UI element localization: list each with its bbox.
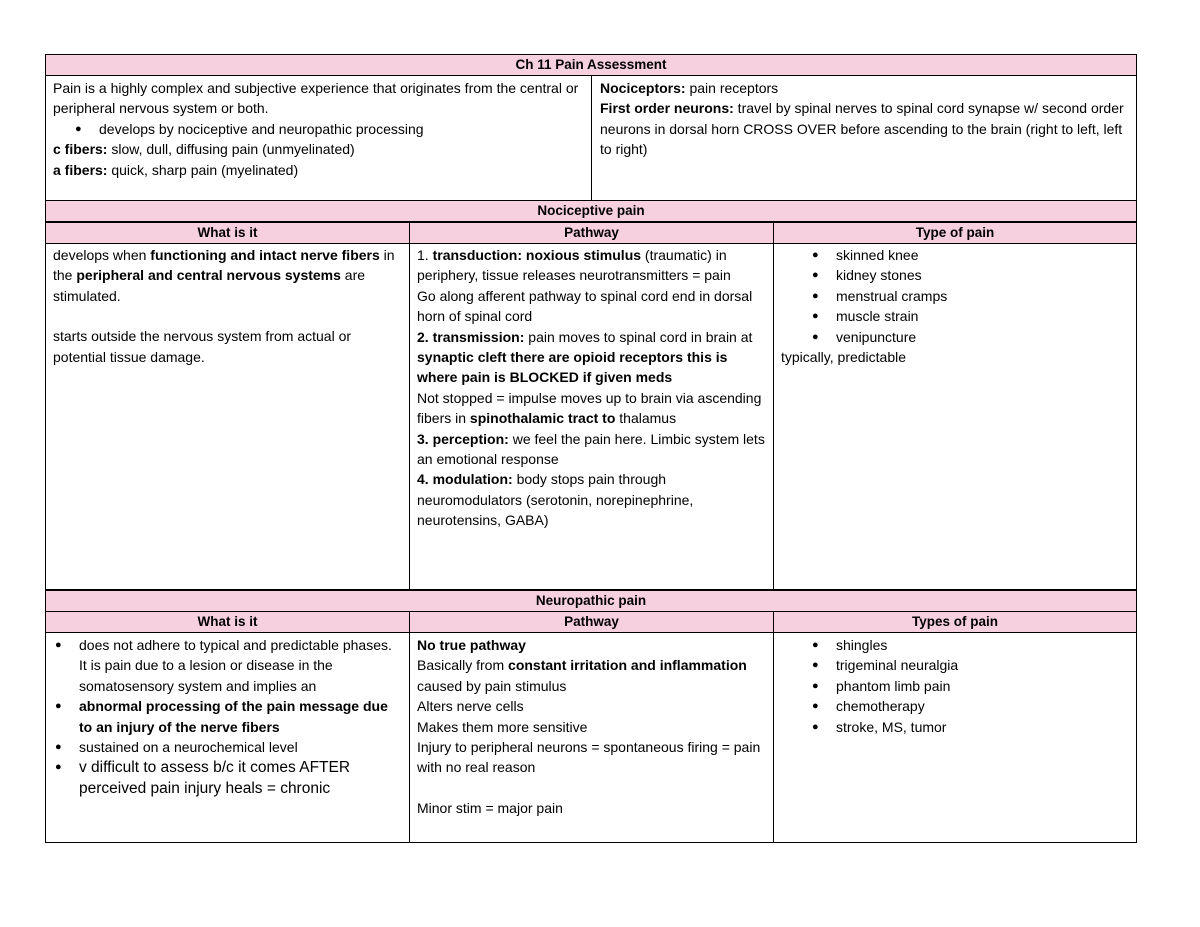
step-modulation: [417, 469, 765, 530]
column-header: Pathway: [564, 614, 619, 629]
list-item: ● v difficult to assess b/c it comes AFTER perceived pain injury heals = chronic: [51, 757, 401, 799]
intro-right-cell: [592, 76, 1137, 162]
list-item: ● skinned knee: [808, 245, 1129, 265]
nociceptive-col-what: [45, 222, 410, 244]
nociceptors-label: Nociceptors:: [600, 80, 686, 96]
neuropathic-title-text: Neuropathic pain: [535, 593, 647, 608]
step-text: body stops pain through neuromodulators (serotonin, norepinephrine, neurotensins, GABA): [417, 471, 694, 529]
step-number: 2.: [417, 328, 433, 345]
intro-bullet-list: [53, 119, 583, 139]
list-item: ● does not adhere to typical and predictable phases. It is pain due to a lesion or disease in the somatosensory system and implies an: [51, 635, 401, 696]
step-text: we feel the pain here. Limbic system lets an emotional response: [417, 430, 765, 468]
step-label: perception:: [432, 430, 509, 447]
spontaneous-firing: Injury to peripheral neurons = spontaneous firing = pain with no real reason: [417, 739, 761, 776]
c-fibers-line: [53, 139, 583, 159]
text: are stimulated.: [53, 267, 366, 304]
list-item: ● chemotherapy: [808, 696, 1129, 716]
text-bold: constant irritation and inflammation: [508, 657, 747, 674]
neuropathic-section-title: [45, 590, 1137, 612]
minor-stim: Minor stim = major pain: [417, 799, 563, 816]
nociceptive-types-list: [781, 245, 1129, 347]
list-item: ● kidney stones: [808, 265, 1129, 285]
neuropathic-types-cell: [773, 633, 1137, 739]
spacer: [53, 306, 401, 326]
column-header: What is it: [197, 614, 258, 629]
c-fibers-label: c fibers:: [53, 141, 108, 158]
list-item: ● venipuncture: [808, 327, 1129, 347]
text: in the: [53, 247, 395, 284]
no-true-pathway: [417, 635, 765, 655]
step-text-bold: synaptic cleft there are opioid receptors this is where pain is BLOCKED if given meds: [417, 349, 728, 386]
nociceptive-types-cell: [773, 243, 1137, 369]
step-label: modulation:: [432, 471, 513, 488]
neuropathic-what-list: [51, 635, 401, 799]
text-bold: peripheral and central nervous systems: [76, 267, 341, 284]
nociceptive-col-type: [773, 222, 1137, 244]
nociceptive-origin: starts outside the nervous system from actual or potential tissue damage.: [53, 328, 352, 365]
page-title: [45, 54, 1137, 76]
step-transduction: [417, 245, 765, 286]
a-fibers-label: a fibers:: [53, 161, 108, 178]
alters-nerve-cells: Alters nerve cells: [417, 698, 524, 715]
list-item-bold: abnormal processing of the pain message due to an injury of the nerve fibers: [79, 698, 388, 735]
step-perception: [417, 429, 765, 470]
nociceptive-col-pathway: [409, 222, 774, 244]
list-item: ● stroke, MS, tumor: [808, 717, 1129, 737]
text-bold: functioning and intact nerve fibers: [150, 247, 380, 263]
a-fibers-line: [53, 160, 583, 180]
nociceptive-definition: [53, 245, 401, 306]
step-text: (traumatic) in periphery, tissue releases neurotransmitters = pain: [417, 247, 731, 284]
list-item: ● trigeminal neuralgia: [808, 655, 1129, 675]
spacer: [417, 778, 765, 798]
nociceptive-types-note: typically, predictable: [781, 349, 907, 366]
step-transmission: [417, 327, 765, 388]
page-title-text: Ch 11 Pain Assessment: [515, 57, 667, 72]
more-sensitive: Makes them more sensitive: [417, 718, 588, 735]
text-bold: spinothalamic tract to: [469, 410, 616, 427]
text: Not stopped = impulse moves up to brain via ascending fibers in: [417, 389, 762, 427]
intro-left-cell: [45, 76, 591, 182]
list-item: ● shingles: [808, 635, 1129, 655]
column-header: Type of pain: [915, 225, 995, 240]
text: thalamus: [615, 410, 677, 427]
nociceptors-line: [600, 78, 1129, 98]
step-number: 4.: [417, 471, 433, 488]
neuropathic-types-list: [781, 635, 1129, 737]
text: develops when: [53, 247, 151, 263]
list-item: ● sustained on a neurochemical level: [51, 737, 401, 757]
step-number: 1.: [417, 247, 433, 263]
a-fibers-text: quick, sharp pain (myelinated): [107, 161, 299, 178]
step-text: pain moves to spinal cord in brain at: [524, 328, 753, 345]
column-header: Types of pain: [911, 614, 998, 629]
step-transduction-more: Go along afferent pathway to spinal cord end in dorsal horn of spinal cord: [417, 287, 753, 325]
neuropathic-col-types: [773, 611, 1137, 633]
neuropathic-col-pathway: [409, 611, 774, 633]
list-item: ● develops by nociceptive and neuropathic processing: [71, 119, 583, 139]
step-transmission-more: [417, 388, 765, 429]
neuropathic-pathway-cell: [409, 633, 773, 820]
step-number: 3.: [417, 430, 433, 447]
list-item: ● phantom limb pain: [808, 676, 1129, 696]
first-order-neurons-text: travel by spinal nerves to spinal cord synapse w/ second order neurons in dorsal horn CROSS OVER before ascending to the brain (right to left, left to right): [600, 100, 1124, 158]
pain-definition: Pain is a highly complex and subjective experience that originates from the central or peripheral nervous system or both.: [53, 80, 579, 117]
c-fibers-text: slow, dull, diffusing pain (unmyelinated): [107, 141, 355, 158]
nociceptors-text: pain receptors: [685, 80, 779, 96]
list-item: ● menstrual cramps: [808, 286, 1129, 306]
nociceptive-section-title: [45, 200, 1137, 222]
nociceptive-pathway-cell: [409, 243, 773, 533]
nociceptive-title-text: Nociceptive pain: [537, 203, 645, 218]
text-bold: No true pathway: [417, 637, 526, 653]
text: Basically from: [417, 657, 509, 674]
column-header: Pathway: [564, 225, 619, 240]
first-order-neurons-line: [600, 98, 1129, 159]
text: caused by pain stimulus: [417, 677, 567, 694]
nociceptive-what-cell: [45, 243, 409, 369]
step-label: transduction: noxious stimulus: [432, 247, 642, 263]
neuropathic-col-what: [45, 611, 410, 633]
first-order-neurons-label: First order neurons:: [600, 100, 734, 117]
list-item: [51, 696, 401, 737]
step-label: transmission:: [432, 328, 525, 345]
list-item: ● muscle strain: [808, 306, 1129, 326]
irritation-line: [417, 655, 765, 696]
column-header: What is it: [197, 225, 258, 240]
neuropathic-what-cell: [45, 633, 409, 801]
